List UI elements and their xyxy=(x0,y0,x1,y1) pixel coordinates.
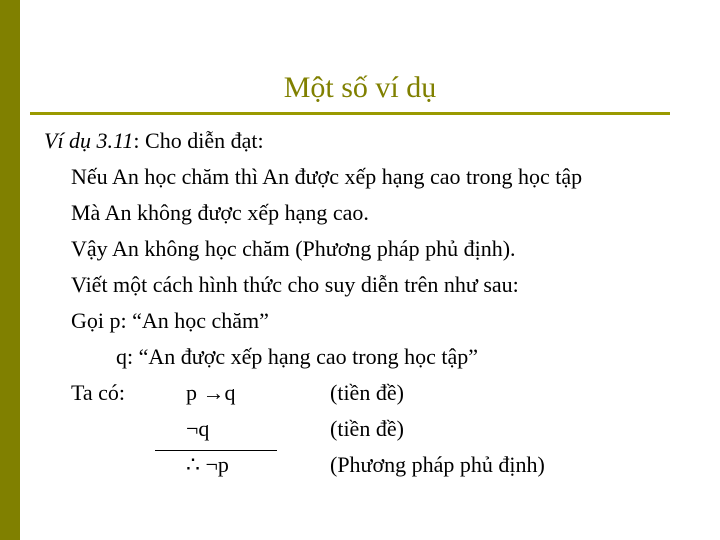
conclusion-formula: ∴ ¬p xyxy=(186,452,229,477)
example-intro: : Cho diễn đạt: xyxy=(133,128,264,153)
premise-note-1: (tiền đề) xyxy=(330,380,404,405)
premise-formula-2: ¬q xyxy=(186,416,210,441)
body-line-4: Viết một cách hình thức cho suy diễn trên như sau: xyxy=(71,272,519,297)
conclusion-note: (Phương pháp phủ định) xyxy=(330,452,545,477)
slide-title xyxy=(0,70,720,106)
premise-formula-1: p →q xyxy=(186,380,236,405)
premise-note-2: (tiền đề) xyxy=(330,416,404,441)
example-label: Ví dụ 3.11 xyxy=(44,128,134,153)
body-line-1: Nếu An học chăm thì An được xếp hạng cao trong học tập xyxy=(71,164,583,189)
body-line-3: Vậy An không học chăm (Phương pháp phủ định). xyxy=(71,236,516,261)
derivation-lead: Ta có: xyxy=(71,380,126,405)
body-line-6: q: “An được xếp hạng cao trong học tập” xyxy=(116,344,478,369)
title-underline xyxy=(30,112,670,115)
example-heading xyxy=(44,128,264,154)
inference-rule-line xyxy=(155,450,277,451)
body-line-5: Gọi p: “An học chăm” xyxy=(71,308,269,333)
slide-title-text: Một số ví dụ xyxy=(283,71,437,104)
body-line-2: Mà An không được xếp hạng cao. xyxy=(71,200,369,225)
